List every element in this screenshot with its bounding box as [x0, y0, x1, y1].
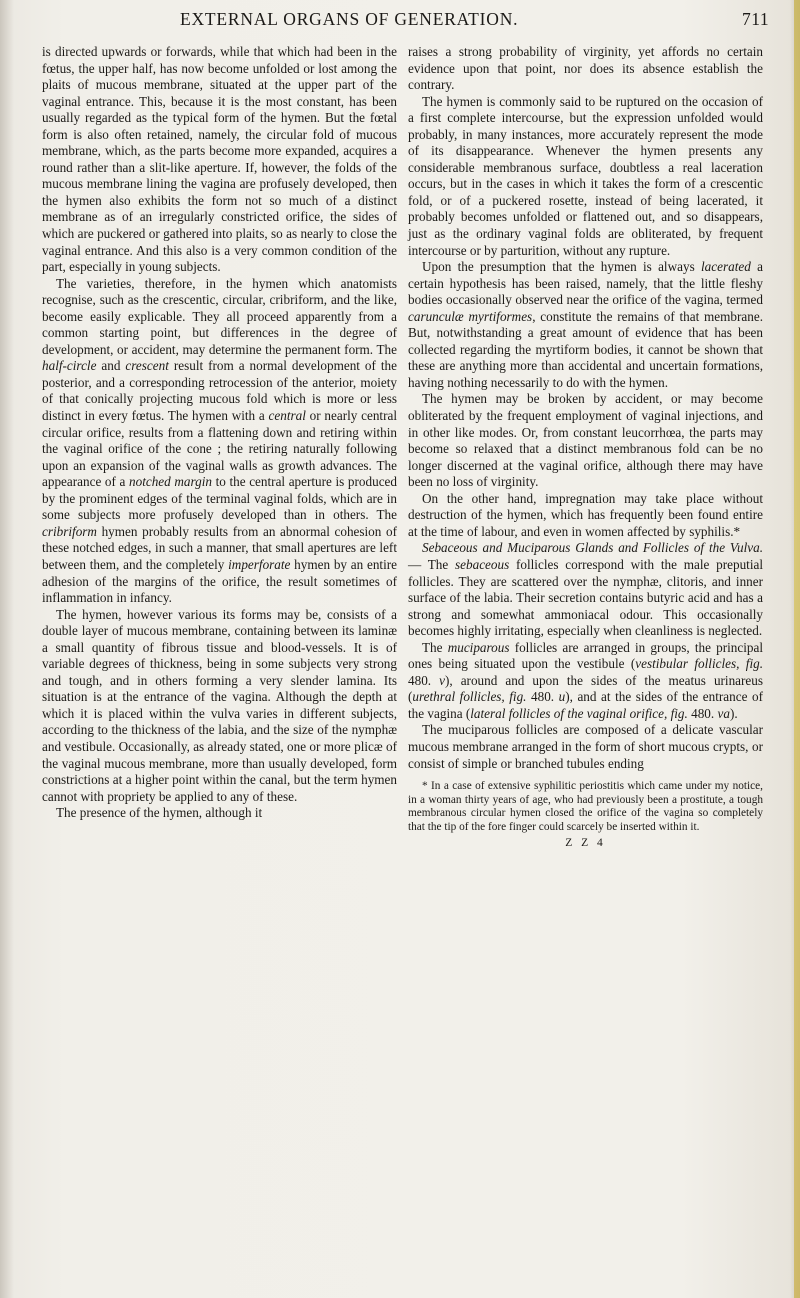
paragraph: On the other hand, impregnation may take place without destruction of the hymen, which has frequently been found entire at the time of labour, and even in women affected by syphilis.* [408, 490, 763, 539]
fig-label-u: u [558, 689, 566, 705]
term-half-circle: half-circle [42, 358, 97, 374]
term-central: central [268, 408, 306, 424]
term-lateral: lateral follicles of the vaginal orifice, fig. [470, 705, 688, 721]
term-lacerated: lacerated [701, 259, 751, 275]
page-edge-strip [794, 0, 800, 1298]
term-crescent: crescent [125, 358, 169, 374]
term-notched-margin: notched margin [129, 474, 212, 490]
page-number: 711 [742, 9, 770, 29]
paragraph: The varieties, therefore, in the hymen which anatomists recognise, such as the crescentic, circular, cribriform, and the like, become easily explicable. They all proceed apparently from a common starting point, but differences in the degree of development, or accident, may determine the permanent form. The half-circle and crescent result from a normal development of the posterior, and a corresponding retrocession of the anterior, moiety of that conically projecting mucous fold which is more or less distinct in every fœtus. The hymen with a central or nearly central circular orifice, results from a flattening down and retiring within the vaginal orifice of the cone ; the retiring naturally following upon an expansion of the vaginal walls as growth advances. The appearance of a notched margin to the central aperture is produced by the prominent edges of the terminal vaginal folds, which are in some subjects more profusely developed than in others. The cribriform hymen probably results from an abnormal cohesion of these notched edges, in such a manner, that small apertures are left between them, and the completely imperforate hymen by an entire adhesion of the margins of the orifice, the result sometimes of inflammation in infancy. [42, 275, 398, 606]
paragraph: raises a strong probability of virginity, yet affords no certain evidence upon that point, nor does its absence establish the contrary. [408, 44, 763, 93]
signature-mark: Z Z 4 [565, 837, 606, 850]
term-carunculae: carunculæ myrtiformes [408, 308, 533, 324]
right-column [408, 44, 763, 852]
term-imperforate: imperforate [228, 556, 291, 572]
paragraph: is directed upwards or forwards, while that which had been in the fœtus, the upper half, has now become unfolded or lost among the plaits of mucous membrane, situated at the upper part of the vaginal entrance. This, because it is the most constant, has been usually regarded as the typical form of the hymen. But the fœtal form is also often retained, namely, the circular fold of mucous membrane, which, as the parts become more expanded, acquires a round rather than a slit-like aperture. If, however, the folds of the mucous membrane lining the vagina are profusely developed, then the hymen also exhibits the form not so much of a distinct membrane as of an irregularly constricted orifice, the sides of which are puckered or gathered into plaits, so as nearly to close the vaginal entrance. And this also is a very common condition of the part, especially in young subjects. [42, 44, 397, 275]
paragraph: The hymen is commonly said to be ruptured on the occasion of a first complete intercourse, but the expression unfolded would probably, in many instances, more accurately represent the mode of its disappearance. Whenever the hymen presents any considerable membranous surface, doubtless a real laceration occurs, but in the cases in which it takes the form of a crescentic fold, or of a puckered rosette, instead of being lacerated, it probably becomes unfolded or flattened out, and so disappears, just as the ordinary vaginal folds are obliterated, by frequent intercourse or by parturition, without any rupture. [408, 93, 763, 258]
paragraph: The muciparous follicles are arranged in groups, the principal ones being situated upon the vestibule (vestibular follicles, fig. 480. v), around and upon the sides of the meatus urinareus (urethral follicles, fig. 480. u), and at the sides of the entrance of the vagina (lateral follicles of the vaginal orifice, fig. 480. va). [408, 639, 764, 721]
paragraph: Sebaceous and Muciparous Glands and Follicles of the Vulva. — The sebaceous follicles correspond with the male preputial follicles. They are scattered over the nymphæ, clitoris, and inner surface of the labia. Their secretion contains butyric acid and has a strong and somewhat ammoniacal odour. This occasionally becomes highly irritating, especially when cleanliness is neglected. [408, 540, 764, 639]
footnote-text: * In a case of extensive syphilitic periostitis which came under my notice, in a woman thirty years of age, who had previously been a prostitute, a tough membranous circular hymen closed the orifice of the vagina so completely that the tip of the fore finger could scarcely be inserted within it. [408, 780, 763, 833]
paragraph: Upon the presumption that the hymen is always lacerated a certain hypothesis has been raised, namely, that the little fleshy bodies occasionally observed near the orifice of the vagina, termed carunculæ myrtiformes, constitute the remains of that membrane. But, notwithstanding a great amount of evidence that has been collected regarding the myrtiform bodies, it cannot be shown that these are anything more than accidental and uncertain formations, having nothing necessarily to do with the hymen. [408, 259, 763, 390]
paragraph: The muciparous follicles are composed of a delicate vascular mucous membrane arranged in the form of short mucous crypts, or consist of simple or branched tubules ending [408, 722, 763, 771]
fig-label-v: v [439, 672, 445, 688]
section-heading: Sebaceous and Muciparous Glands and Follicles of the Vulva. [422, 540, 763, 556]
paragraph: The presence of the hymen, although it [56, 805, 263, 821]
left-column [42, 44, 397, 822]
term-urethral: urethral follicles, fig. [412, 689, 527, 705]
paragraph: The hymen may be broken by accident, or may become obliterated by the frequent employment of vaginal injections, and in other like modes. Or, from constant leucorrhœa, the parts may become so relaxed that a distinct membranous fold can be no longer discerned at the vaginal orifice, although there may have been no loss of virginity. [408, 391, 763, 490]
footnote [408, 780, 763, 834]
term-cribriform: cribriform [42, 523, 97, 539]
paragraph: The hymen, however various its forms may be, consists of a double layer of mucous membrane, containing between its laminæ a small quantity of fibrous tissue and blood-vessels. It is of variable degrees of thickness, being in some subjects very strong and tough, and in others forming a very slender lamina. Its situation is at the entrance of the vagina. Although the depth at which it is placed within the vulva varies in different subjects, according to the thickness of the labia, and the size of the nymphæ and vestibule. Occasionally, as already stated, one or more plicæ of the vaginal mucous membrane, more than usually developed, form constrictions at a higher point within the canal, but the term hymen cannot with propriety be applied to any of these. [42, 606, 397, 804]
fig-label-va: va [717, 705, 730, 721]
spine-shadow [0, 0, 14, 1298]
term-vestibular: vestibular follicles, fig. [635, 656, 763, 672]
term-muciparous: muciparous [447, 639, 510, 655]
term-sebaceous: sebaceous [455, 556, 510, 572]
running-title: EXTERNAL ORGANS OF GENERATION. [180, 9, 519, 29]
